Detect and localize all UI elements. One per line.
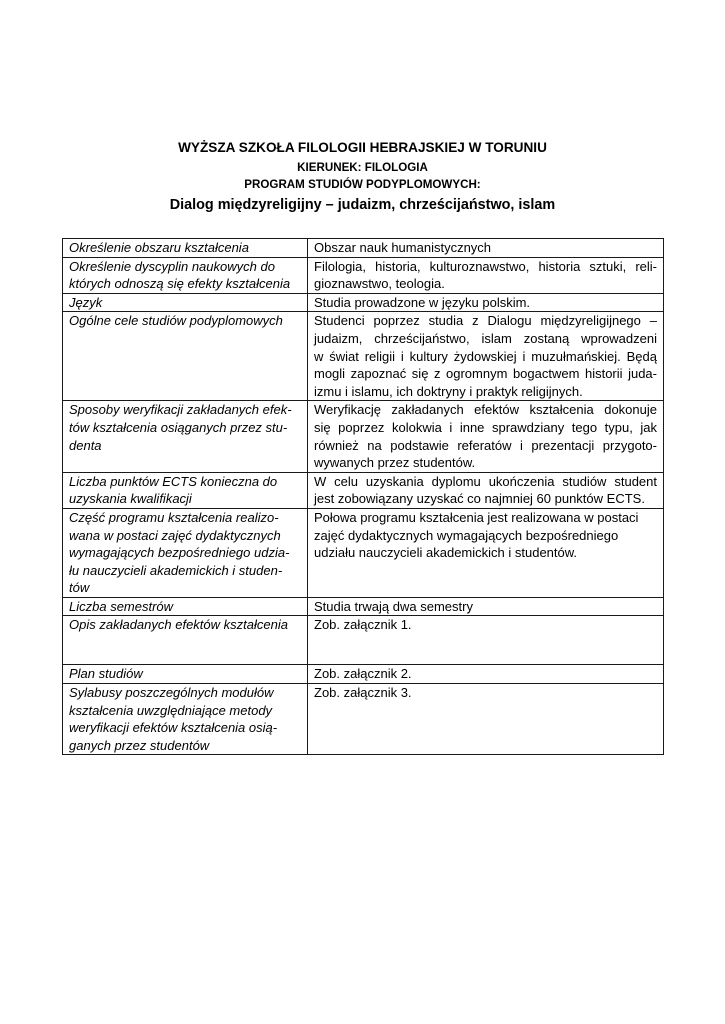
value-cell: [308, 257, 664, 293]
value-line: Studia trwają dwa semestry: [314, 598, 473, 614]
label-cell: [63, 312, 308, 401]
value-line: udziału nauczycieli akademickich i studentów.: [314, 545, 578, 561]
label-line: kształcenia uwzględniające metody: [69, 702, 273, 718]
table-row: [63, 312, 664, 401]
value-line: W celu uzyskania dyplomu ukończenia studiów student: [314, 473, 657, 489]
table-row: [63, 401, 664, 472]
label-cell: [63, 472, 308, 508]
field-of-study: KIERUNEK: FILOLOGIA: [297, 161, 428, 174]
table-row: [63, 293, 664, 312]
label-line: denta: [69, 437, 102, 453]
value-line: Weryfikację zakładanych efektów kształcenia dokonuje: [314, 402, 657, 418]
label-line: Określenie dyscyplin naukowych do: [69, 258, 275, 274]
table-row: [63, 508, 664, 597]
value-line: Zob. załącznik 2.: [314, 666, 412, 682]
value-line: jest zobowiązany uzyskać co najmniej 60 punktów ECTS.: [314, 491, 645, 507]
label-cell: [63, 665, 308, 684]
value-cell: [308, 684, 664, 755]
label-line: weryfikacji efektów kształcenia osią-: [69, 720, 278, 736]
value-cell: [308, 472, 664, 508]
table-row: [63, 239, 664, 258]
table-row: [63, 616, 664, 665]
value-line: Zob. załącznik 1.: [314, 617, 412, 633]
value-line: Połowa programu kształcenia jest realizowana w postaci: [314, 509, 639, 525]
value-line: się poprzez kolokwia i inne sprawdziany tego typu, jak: [314, 419, 657, 435]
value-line: Obszar nauk humanistycznych: [314, 240, 492, 255]
program-type: PROGRAM STUDIÓW PODYPLOMOWYCH:: [244, 178, 481, 191]
value-line: również na podstawie referatów i prezentacji przygoto-: [314, 437, 657, 453]
value-cell: [308, 616, 664, 665]
value-cell: [308, 239, 664, 258]
table-row: [63, 684, 664, 755]
label-line: łu nauczycieli akademickich i studen-: [69, 562, 283, 578]
label-line: ganych przez studentów: [69, 737, 210, 753]
value-line: mogli zapoznać się z ogromnym bogactwem historii juda-: [314, 366, 657, 382]
value-cell: [308, 597, 664, 616]
label-line: Plan studiów: [69, 666, 143, 682]
table-row: [63, 257, 664, 293]
label-line: Opis zakładanych efektów kształcenia: [69, 617, 288, 633]
label-line: Ogólne cele studiów podyplomowych: [69, 313, 283, 329]
value-line: w świat religii i kultury żydowskiej i muzułmańskiej. Będą: [314, 348, 657, 364]
value-line: gioznawstwo, teologia.: [314, 276, 445, 292]
label-line: Liczba semestrów: [69, 598, 174, 614]
value-cell: [308, 665, 664, 684]
program-name: Dialog międzyreligijny – judaizm, chrześcijaństwo, islam: [169, 197, 556, 213]
program-table: [62, 238, 664, 755]
value-cell: [308, 401, 664, 472]
institution-title: WYŻSZA SZKOŁA FILOLOGII HEBRAJSKIEJ W TORUNIU: [178, 140, 547, 155]
label-line: Określenie obszaru kształcenia: [69, 240, 249, 255]
value-line: wywanych przez studentów.: [314, 455, 476, 471]
label-cell: [63, 401, 308, 472]
value-line: zajęć dydaktycznych wymagających bezpośredniego: [314, 527, 619, 543]
label-line: Liczba punktów ECTS konieczna do: [69, 473, 278, 489]
label-cell: [63, 508, 308, 597]
label-cell: [63, 597, 308, 616]
label-cell: [63, 293, 308, 312]
value-cell: [308, 508, 664, 597]
label-line: tów kształcenia osiąganych przez stu-: [69, 419, 288, 435]
value-line: Studenci poprzez studia z Dialogu międzyreligijnego –: [314, 313, 657, 329]
label-line: tów: [69, 580, 90, 596]
label-line: których odnoszą się efekty kształcenia: [69, 276, 291, 292]
label-line: wymagających bezpośredniego udzia-: [69, 545, 290, 561]
value-line: izmu i islamu, ich doktryny i praktyk religijnych.: [314, 383, 583, 399]
value-cell: [308, 312, 664, 401]
table-row: [63, 597, 664, 616]
value-cell: [308, 293, 664, 312]
label-line: Sylabusy poszczególnych modułów: [69, 685, 274, 701]
label-line: Sposoby weryfikacji zakładanych efek-: [69, 402, 292, 418]
table-row: [63, 472, 664, 508]
label-line: wana w postaci zajęć dydaktycznych: [69, 527, 281, 543]
value-line: Zob. załącznik 3.: [314, 685, 412, 701]
label-line: uzyskania kwalifikacji: [69, 491, 192, 507]
value-line: judaizm, chrześcijaństwo, islam zostaną wprowadzeni: [314, 330, 657, 346]
label-cell: [63, 239, 308, 258]
label-cell: [63, 684, 308, 755]
label-line: Język: [69, 294, 103, 310]
label-cell: [63, 616, 308, 665]
value-line: Studia prowadzone w języku polskim.: [314, 294, 531, 310]
label-cell: [63, 257, 308, 293]
table-row: [63, 665, 664, 684]
value-line: Filologia, historia, kulturoznawstwo, historia sztuki, reli-: [314, 258, 657, 274]
label-line: Część programu kształcenia realizo-: [69, 509, 279, 525]
